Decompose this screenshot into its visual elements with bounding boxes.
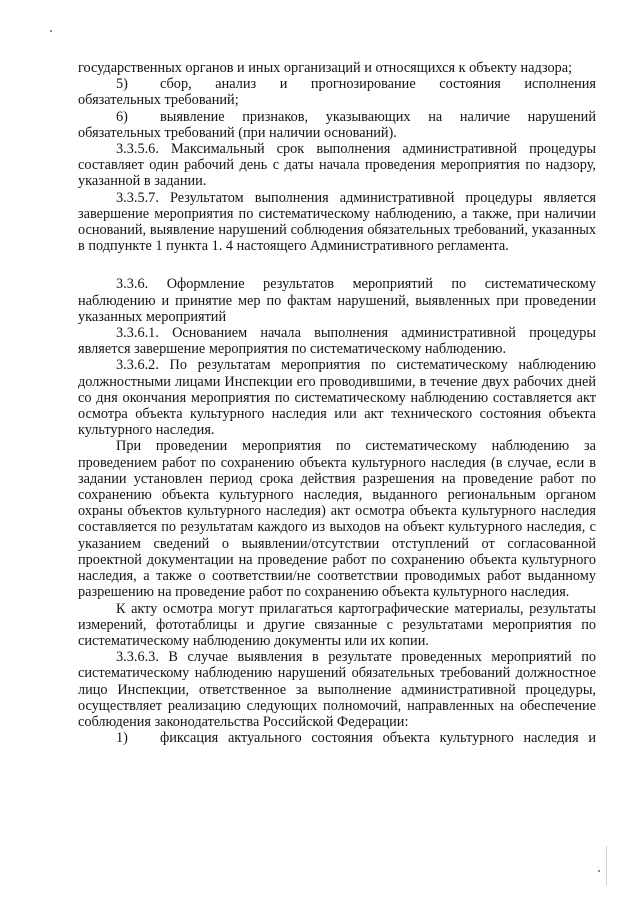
- list-item-6-number: 6): [116, 108, 128, 125]
- list-item-1: [78, 730, 596, 746]
- paragraph-attachments: К акту осмотра могут прилагаться картографические материалы, результаты измерений, фототаблицы и другие связанные с результатами мероприятия по систематическому наблюдению документы или их копии.: [78, 600, 596, 649]
- list-item-1-text: фиксация актуального состояния объекта культурного наследия и: [160, 730, 596, 747]
- list-item-6: [78, 109, 596, 125]
- list-item-6-text: выявление признаков, указывающих на наличие нарушений: [160, 108, 596, 125]
- paragraph-3-3-6-2: 3.3.6.2. По результатам мероприятия по систематическому наблюдению должностными лицами Инспекции его проводившими, в течение двух рабочих дней со дня окончания мероприятия по систематическому наблюдению составляется акт осмотра объекта культурного наследия или акт технического состояния объекта культурного наследия.: [78, 357, 596, 439]
- list-item-4-continuation: государственных органов и иных организаций и относящихся к объекту надзора;: [78, 60, 573, 76]
- list-item-6-continuation: обязательных требований (при наличии оснований).: [78, 124, 397, 141]
- document-body: [78, 60, 596, 746]
- paragraph-work-monitoring: При проведении мероприятия по систематическому наблюдению за проведением работ по сохранению объекта культурного наследия (в случае, если в задании установлен период срока действия разрешения на проведение работ по сохранению объекта культурного наследия, выданного региональным органом охраны объектов культурного наследия) акт осмотра объекта культурного наследия составляется по результатам каждого из выходов на объект культурного наследия, с указанием сведений о выявлении/отсутствии отступлений от согласованной проектной документации на проведение работ по сохранению объекта культурного наследия, а также о соответствии/не соответствии проводимых работ выданному разрешению на проведение работ по сохранению объекта культурного наследия.: [78, 438, 596, 601]
- list-item-5-text: сбор, анализ и прогнозирование состояния исполнения: [160, 76, 596, 93]
- paragraph-3-3-5-6: 3.3.5.6. Максимальный срок выполнения административной процедуры составляет один рабочий день с даты начала проведения мероприятия по надзору, указанной в задании.: [78, 141, 596, 190]
- section-heading-3-3-6: 3.3.6. Оформление результатов мероприятий по систематическому наблюдению и принятие мер по фактам нарушений, выявленных при проведении указанных мероприятий: [78, 276, 596, 325]
- section-spacer: [78, 254, 596, 270]
- paragraph-3-3-6-1: 3.3.6.1. Основанием начала выполнения административной процедуры является завершение мероприятия по систематическому наблюдению.: [78, 325, 596, 358]
- scan-speck: [50, 30, 52, 32]
- scan-edge-line: [606, 846, 607, 886]
- list-item-1-number: 1): [116, 730, 128, 747]
- paragraph-3-3-6-3: 3.3.6.3. В случае выявления в результате проведенных мероприятий по систематическому наблюдению нарушений обязательных требований должностное лицо Инспекции, ответственное за выполнение административной процедуры, осуществляет реализацию следующих полномочий, направленных на обеспечение соблюдения законодательства Российской Федерации:: [78, 649, 596, 730]
- list-item-5-continuation: обязательных требований;: [78, 92, 239, 109]
- paragraph-3-3-5-7: 3.3.5.7. Результатом выполнения административной процедуры является завершение мероприятия по систематическому наблюдению, а также, при наличии оснований, выявление нарушений соблюдения обязательных требований, указанных в подпункте 1 пункта 1. 4 настоящего Административного регламента.: [78, 189, 596, 255]
- list-item-5-number: 5): [116, 76, 128, 93]
- scan-speck: [598, 870, 600, 872]
- list-item-5: [78, 76, 596, 92]
